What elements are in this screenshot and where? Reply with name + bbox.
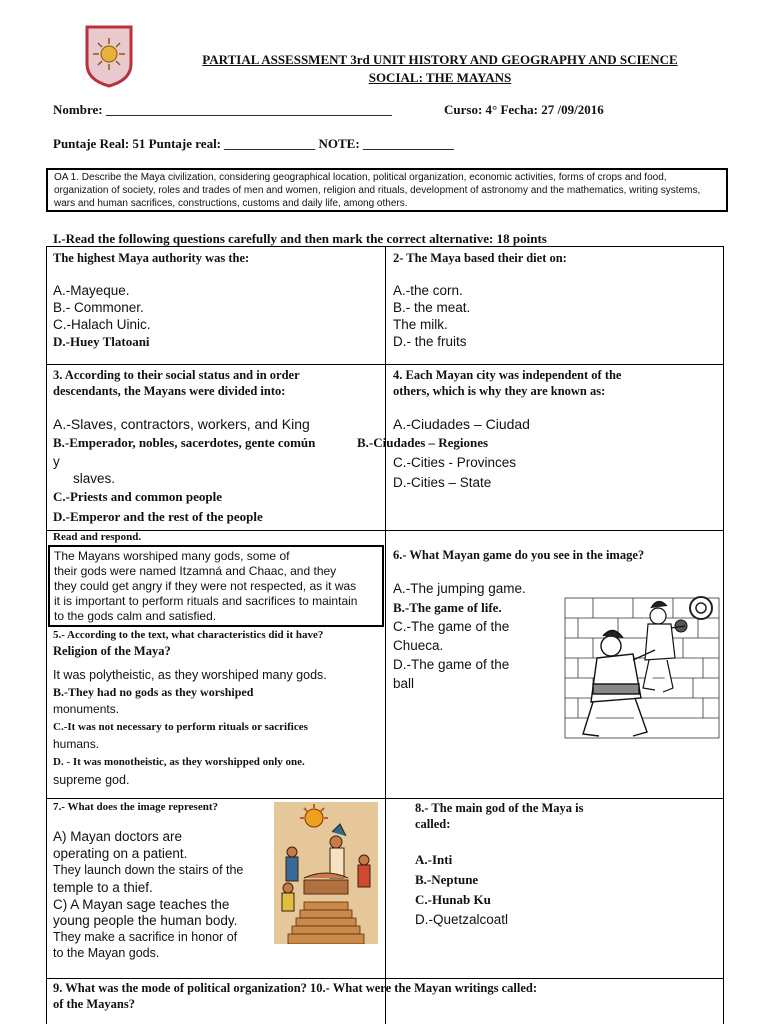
q3-option-d[interactable]: D.-Emperor and the rest of the people (53, 509, 263, 524)
q8-option-c[interactable]: C.-Hunab Ku (415, 892, 491, 907)
q2-option-d[interactable]: D.- the fruits (393, 334, 467, 349)
grid-line (46, 246, 47, 1024)
question-6-text: 6.- What Mayan game do you see in the image? (393, 548, 645, 562)
page-title: PARTIAL ASSESSMENT 3rd UNIT HISTORY AND GEOGRAPHY AND SCIENCE (202, 52, 678, 67)
q6-option-d[interactable]: D.-The game of the (393, 657, 510, 672)
q7-option-d[interactable]: They make a sacrifice in honor of (53, 930, 238, 944)
q6-option-a[interactable]: A.-The jumping game. (393, 581, 526, 596)
reading-line-5: to the gods calm and satisfied. (54, 609, 217, 623)
reading-line-4: it is important to perform rituals and sacrifices to maintain (54, 594, 358, 608)
q5-option-b-cont: monuments. (53, 702, 120, 716)
school-crest-logo (84, 24, 134, 88)
question-4-text-line1: 4. Each Mayan city was independent of the (393, 368, 622, 382)
question-3 (53, 367, 383, 527)
q7-option-a-cont: operating on a patient. (53, 846, 188, 861)
question-7 (53, 800, 273, 961)
reading-line-3: they could get angry if they were not respected, as it was (54, 579, 357, 593)
q5-option-d-cont: supreme god. (53, 773, 130, 787)
q2-option-a[interactable]: A.-the corn. (393, 283, 463, 298)
q4-option-d[interactable]: D.-Cities – State (393, 475, 492, 490)
q4-option-c[interactable]: C.-Cities - Provinces (393, 455, 517, 470)
question-5-text-line2: Religion of the Maya? (53, 644, 171, 658)
question-2-text: 2- The Maya based their diet on: (393, 251, 567, 265)
q5-option-b[interactable]: B.-They had no gods as they worshiped (53, 685, 254, 699)
question-5-text: 5.- According to the text, what characteristics did it have? (53, 629, 324, 641)
grid-line (385, 246, 386, 1024)
q4-option-b[interactable]: B.-Ciudades – Regiones (357, 435, 489, 450)
question-3-text-line2: descendants, the Mayans were divided into: (53, 384, 286, 398)
question-9-10-text: 9. What was the mode of political organization? 10.- What were the Mayan writings called: (53, 981, 537, 995)
reading-text-box (48, 545, 384, 627)
grid-line (723, 246, 724, 1024)
q7-option-a[interactable]: A) Mayan doctors are (53, 829, 183, 844)
page-subtitle: SOCIAL: THE MAYANS (368, 70, 512, 85)
question-7-text: 7.- What does the image represent? (53, 801, 218, 813)
q1-option-d[interactable]: D.-Huey Tlatoani (53, 334, 150, 349)
q2-option-c[interactable]: The milk. (393, 317, 448, 332)
question-4-text-line2: others, which is why they are known as: (393, 384, 606, 398)
question-8 (415, 800, 715, 930)
mayan-sacrifice-image (274, 802, 378, 944)
q3-option-b-cont2: slaves. (73, 471, 116, 486)
question-6 (393, 547, 645, 693)
q7-option-b[interactable]: They launch down the stairs of the (53, 863, 244, 877)
q6-option-d-cont: ball (393, 676, 415, 691)
question-8-text: 8.- The main god of the Maya is (415, 801, 584, 815)
q7-option-c-cont: young people the human body. (53, 913, 238, 928)
question-4 (357, 367, 721, 493)
q1-option-a[interactable]: A.-Mayeque. (53, 283, 130, 298)
learning-objective-box: OA 1. Describe the Maya civilization, considering geographical location, political organization, economic activities, forms of crops and food, organization of society, roles and trades of men and women, religion and rituals, development of astronomy and the mathematics, writing systems, wars and human sacrifices, constructions, customs and daily life, among others. (46, 168, 728, 212)
q1-option-c[interactable]: C.-Halach Uinic. (53, 317, 151, 332)
q6-option-b[interactable]: B.-The game of life. (393, 600, 502, 615)
q5-option-d[interactable]: D. - It was monotheistic, as they worshipped only one. (53, 756, 305, 768)
q1-option-b[interactable]: B.- Commoner. (53, 300, 144, 315)
q8-option-a[interactable]: A.-Inti (415, 852, 453, 867)
nombre-field[interactable]: Nombre: ____________________________________________ (53, 102, 392, 117)
q5-option-a[interactable]: It was polytheistic, as they worshiped many gods. (53, 668, 327, 682)
q5-option-c[interactable]: C.-It was not necessary to perform rituals or sacrifices (53, 721, 308, 733)
q5-option-c-cont: humans. (53, 737, 100, 751)
question-5 (53, 628, 385, 788)
curso-fecha-field: Curso: 4° Fecha: 27 /09/2016 (444, 102, 604, 117)
reading-line-2: their gods were named Itzamná and Chaac, and they (54, 564, 337, 578)
question-1 (53, 250, 378, 350)
question-9-text-line2: of the Mayans? (53, 997, 135, 1011)
section-1-heading: I.-Read the following questions carefully and then mark the correct alternative: 18 points (53, 231, 547, 246)
q2-option-b[interactable]: B.- the meat. (393, 300, 471, 315)
q3-option-b[interactable]: B.-Emperador, nobles, sacerdotes, gente común (53, 435, 316, 450)
mayan-ball-game-image (563, 588, 721, 742)
q8-option-b[interactable]: B.-Neptune (415, 872, 479, 887)
q3-option-b-cont: y (53, 454, 60, 469)
q6-option-c[interactable]: C.-The game of the (393, 619, 510, 634)
q7-option-b-cont: temple to a thief. (53, 880, 153, 895)
question-1-text: The highest Maya authority was the: (53, 251, 250, 265)
q7-option-c[interactable]: C) A Mayan sage teaches the (53, 897, 230, 912)
q3-option-a[interactable]: A.-Slaves, contractors, workers, and King (53, 416, 310, 432)
reading-line-1: The Mayans worshiped many gods, some of (54, 549, 290, 563)
question-8-text-line2: called: (415, 817, 451, 831)
reading-heading: Read and respond. (53, 531, 142, 543)
question-9-10 (53, 980, 721, 1012)
q6-option-c-cont: Chueca. (393, 638, 444, 653)
q4-option-a[interactable]: A.-Ciudades – Ciudad (393, 416, 530, 432)
q8-option-d[interactable]: D.-Quetzalcoatl (415, 912, 509, 927)
question-3-text-line1: 3. According to their social status and in order (53, 368, 300, 382)
puntaje-field[interactable]: Puntaje Real: 51 Puntaje real: ______________ NOTE: ______________ (53, 136, 454, 151)
q3-option-c[interactable]: C.-Priests and common people (53, 489, 222, 504)
q7-option-d-cont: to the Mayan gods. (53, 946, 160, 960)
question-2 (393, 250, 718, 350)
